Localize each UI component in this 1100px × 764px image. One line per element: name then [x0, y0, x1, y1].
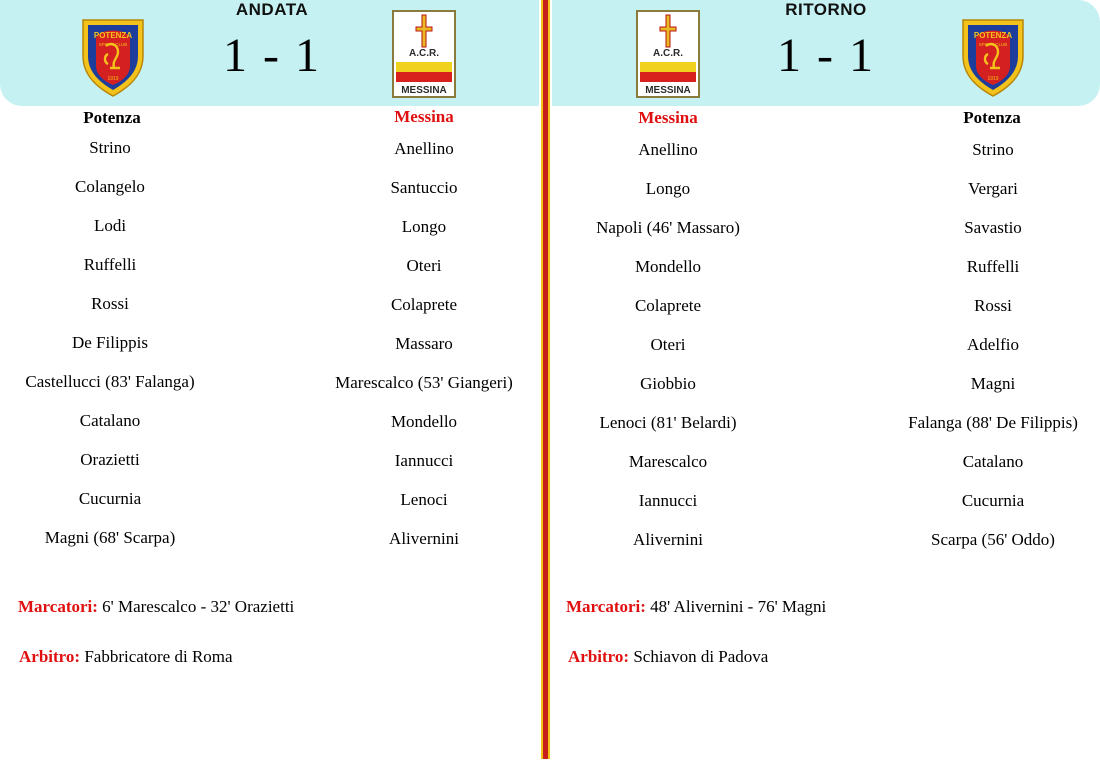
svg-text:A.C.R.: A.C.R.	[409, 48, 439, 59]
andata-home-team-name: Potenza	[83, 108, 141, 127]
player-row: Vergari	[968, 179, 1018, 198]
player-row: Santuccio	[390, 178, 458, 197]
player-row: Catalano	[79, 411, 141, 430]
player-row: Alivernini	[633, 530, 703, 549]
svg-text:1919: 1919	[987, 76, 999, 82]
player-row: Strino	[89, 138, 131, 157]
player-row: Lenoci (81' Belardi)	[599, 413, 737, 432]
player-row: Ruffelli	[83, 255, 137, 274]
andata-arbitro	[19, 647, 233, 667]
andata-marcatori	[18, 597, 294, 617]
player-row: Oteri	[650, 335, 686, 354]
potenza-logo	[78, 16, 148, 103]
player-row: Giobbio	[640, 374, 696, 393]
marcatori-label: Marcatori:	[18, 597, 98, 616]
player-row: Iannucci	[394, 451, 454, 470]
player-row: Oteri	[406, 256, 442, 275]
player-row: Anellino	[638, 140, 698, 159]
messina-logo	[392, 10, 456, 103]
player-row: Mondello	[634, 257, 702, 276]
svg-text:POTENZA: POTENZA	[93, 31, 133, 40]
ritorno-away-lineup	[843, 139, 1100, 568]
ritorno-score: 1 - 1	[777, 29, 875, 82]
player-row: Anellino	[394, 139, 454, 158]
player-row: Savastio	[964, 218, 1022, 237]
player-row: Cucurnia	[78, 489, 142, 508]
andata-away-team-name: Messina	[394, 107, 454, 126]
player-row: Alivernini	[389, 529, 459, 548]
ritorno-arbitro	[568, 647, 768, 667]
svg-text:SPORT CLUB: SPORT CLUB	[978, 42, 1008, 47]
player-row: Magni	[970, 374, 1016, 393]
player-row: Longo	[401, 217, 447, 236]
player-row: Castellucci (83' Falanga)	[25, 372, 195, 391]
player-row: Iannucci	[638, 491, 698, 510]
player-row: Adelfio	[967, 335, 1019, 354]
player-row: Colangelo	[75, 177, 145, 196]
player-row: Marescalco (53' Giangeri)	[335, 373, 513, 392]
player-row: Longo	[645, 179, 691, 198]
player-row: Mondello	[390, 412, 458, 431]
player-row: Massaro	[395, 334, 453, 353]
svg-text:A.C.R.: A.C.R.	[653, 48, 683, 59]
marcatori-value: 6' Marescalco - 32' Orazietti	[102, 597, 295, 616]
player-row: Ruffelli	[966, 257, 1020, 276]
ritorno-marcatori	[566, 597, 826, 617]
player-row: Falanga (88' De Filippis)	[908, 413, 1078, 432]
player-row: Magni (68' Scarpa)	[44, 528, 176, 547]
svg-text:SPORT CLUB: SPORT CLUB	[98, 42, 128, 47]
player-row: Lenoci	[400, 490, 448, 509]
ritorno-home-lineup	[518, 139, 818, 568]
arbitro-label: Arbitro:	[19, 647, 81, 666]
player-row: Catalano	[962, 452, 1024, 471]
andata-home-lineup	[0, 137, 260, 566]
svg-text:1919: 1919	[107, 76, 119, 82]
marcatori-label: Marcatori:	[566, 597, 646, 616]
player-row: De Filippis	[71, 333, 149, 352]
player-row: Marescalco	[628, 452, 708, 471]
andata-section	[0, 0, 540, 759]
potenza-logo	[958, 16, 1028, 103]
andata-title: ANDATA	[235, 0, 309, 19]
player-row: Strino	[972, 140, 1014, 159]
ritorno-title: RITORNO	[785, 0, 867, 19]
player-row: Napoli (46' Massaro)	[596, 218, 740, 237]
messina-logo	[636, 10, 700, 103]
player-row: Rossi	[974, 296, 1012, 315]
arbitro-value: Schiavon di Padova	[633, 647, 769, 666]
svg-text:POTENZA: POTENZA	[973, 31, 1013, 40]
ritorno-home-team-name: Messina	[638, 108, 698, 127]
arbitro-label: Arbitro:	[568, 647, 630, 666]
player-row: Colaprete	[634, 296, 702, 315]
player-row: Lodi	[93, 216, 127, 235]
player-row: Colaprete	[390, 295, 458, 314]
andata-score: 1 - 1	[223, 29, 321, 82]
player-row: Orazietti	[80, 450, 140, 469]
ritorno-section	[552, 0, 1100, 759]
svg-text:MESSINA: MESSINA	[645, 85, 691, 96]
player-row: Scarpa (56' Oddo)	[931, 530, 1055, 549]
arbitro-value: Fabbricatore di Roma	[84, 647, 233, 666]
svg-text:MESSINA: MESSINA	[401, 85, 447, 96]
marcatori-value: 48' Alivernini - 76' Magni	[650, 597, 827, 616]
ritorno-away-team-name: Potenza	[963, 108, 1021, 127]
player-row: Rossi	[91, 294, 129, 313]
player-row: Cucurnia	[961, 491, 1025, 510]
